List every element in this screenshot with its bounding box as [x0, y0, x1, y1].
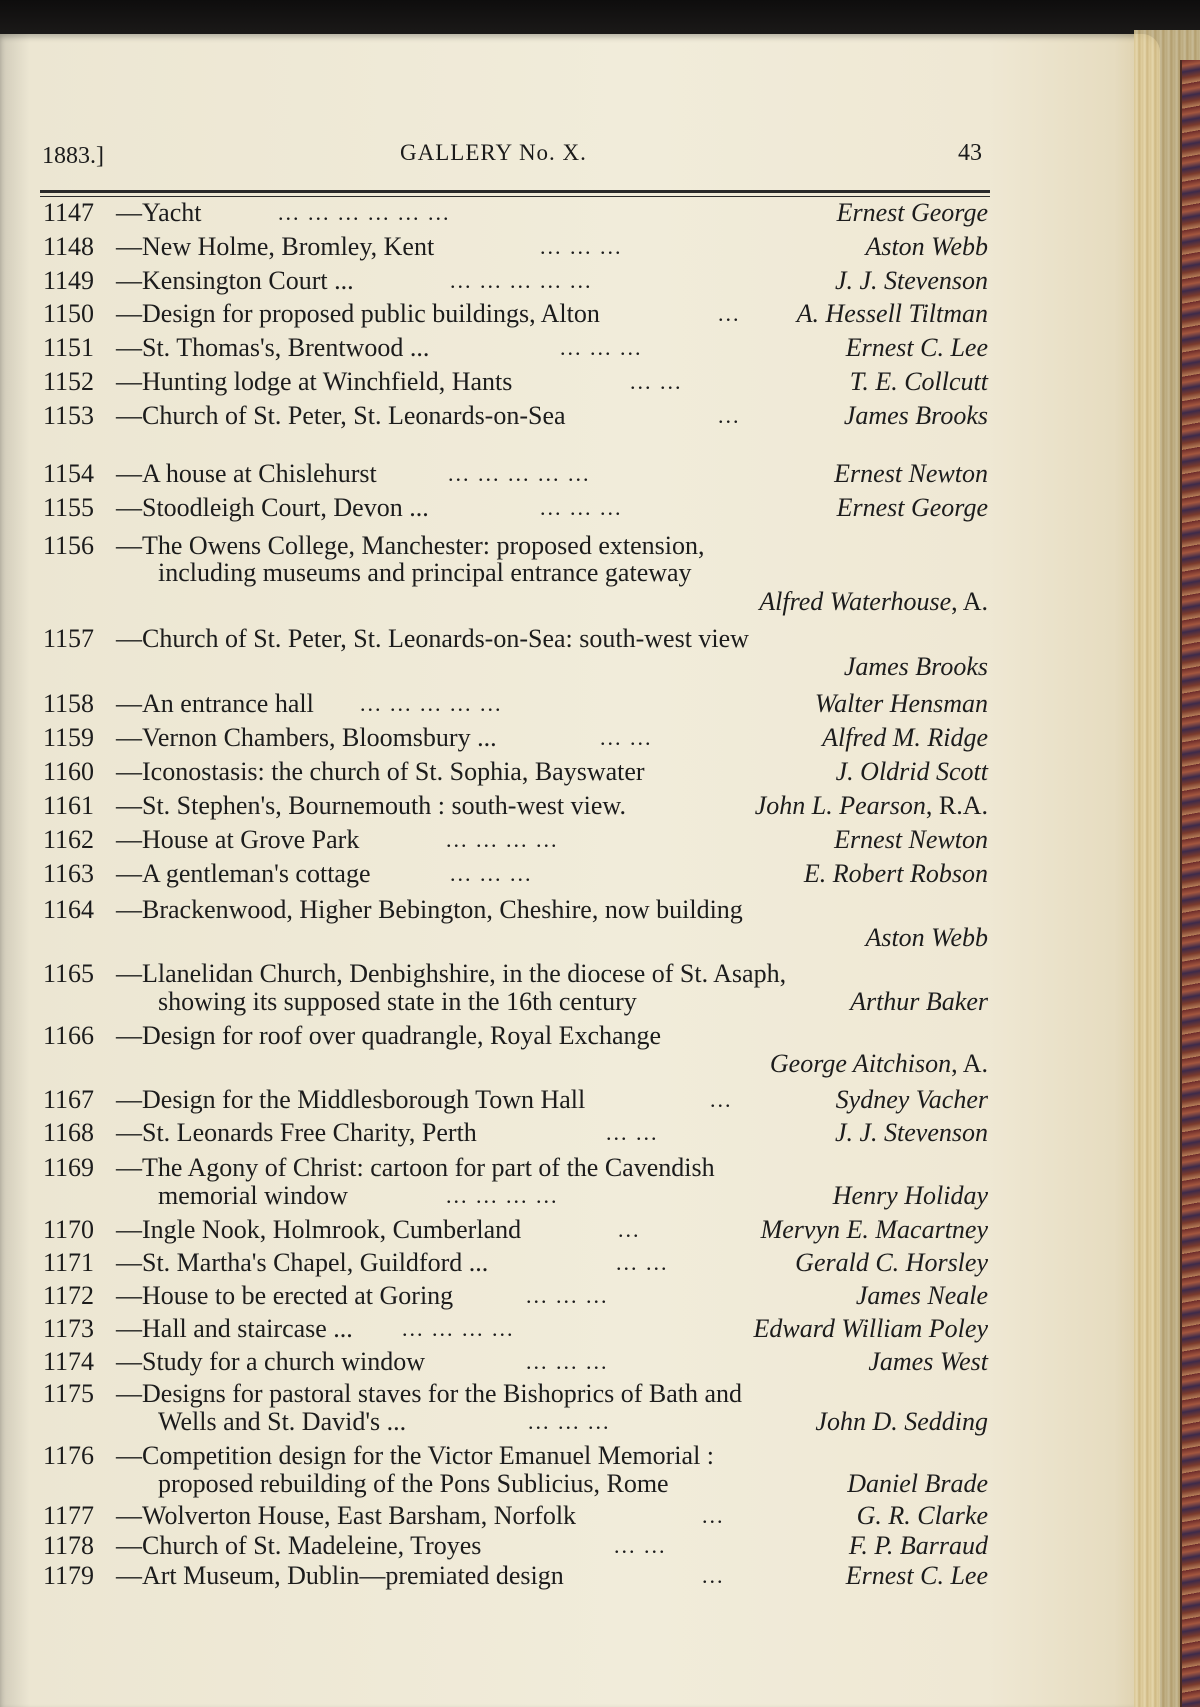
dot-leader: ... ... ... ... ...: [448, 461, 591, 486]
entry-title-continuation: including museums and principal entrance gateway: [158, 558, 692, 587]
header-year: 1883.]: [42, 143, 104, 169]
entry-1150: [0, 298, 1160, 330]
entry-number: 1179: [43, 1561, 95, 1590]
entry-number: 1152: [43, 367, 95, 396]
entry-number: 1153: [43, 401, 95, 430]
entry-title: —New Holme, Bromley, Kent: [116, 232, 435, 261]
entry-author: J. J. Stevenson: [834, 1118, 988, 1147]
entry-title: —Iconostasis: the church of St. Sophia, Bayswater: [116, 757, 645, 786]
dot-leader: ...: [702, 1503, 725, 1528]
entry-title: —Wolverton House, East Barsham, Norfolk: [116, 1501, 577, 1530]
entry-title: —Brackenwood, Higher Bebington, Cheshire, now building: [116, 895, 743, 924]
entry-author: F. P. Barraud: [848, 1531, 988, 1560]
entry-1149: [0, 265, 1160, 297]
entry-author: James Neale: [855, 1281, 988, 1310]
dot-leader: ...: [702, 1563, 725, 1588]
entry-1169-continuation: [0, 1180, 1160, 1212]
entry-title: —Designs for pastoral staves for the Bishoprics of Bath and: [116, 1379, 743, 1408]
entry-author: J. Oldrid Scott: [835, 757, 988, 786]
entry-title: —Church of St. Madeleine, Troyes: [116, 1531, 482, 1560]
entry-title: —An entrance hall: [116, 689, 314, 718]
entry-title: —Stoodleigh Court, Devon ...: [116, 493, 429, 522]
entry-author: Aston Webb: [865, 923, 988, 952]
entry-number: 1171: [43, 1248, 95, 1277]
dot-leader: ... ... ...: [526, 1349, 609, 1374]
entry-author: A. Hessell Tiltman: [796, 299, 988, 328]
dot-leader: ... ... ... ... ...: [450, 268, 593, 293]
entry-title: —Church of St. Peter, St. Leonards-on-Sea: south-west view: [116, 624, 749, 653]
entry-number: 1177: [43, 1501, 95, 1530]
entry-author: E. Robert Robson: [803, 859, 988, 888]
entry-author: Ernest Newton: [834, 825, 988, 854]
entry-number: 1176: [43, 1441, 95, 1470]
entry-title-continuation: Wells and St. David's ...: [158, 1407, 407, 1436]
dot-leader: ... ...: [630, 369, 683, 394]
entry-author: Walter Hensman: [814, 689, 988, 718]
entry-number: 1157: [43, 624, 95, 653]
entry-1160: [0, 756, 1160, 788]
entry-number: 1172: [43, 1281, 95, 1310]
entry-1163: [0, 858, 1160, 890]
dot-leader: ... ... ... ...: [446, 1183, 559, 1208]
entry-number: 1170: [43, 1215, 95, 1244]
entry-1176-continuation: [0, 1468, 1160, 1500]
entry-title: —Design for the Middlesborough Town Hall: [116, 1085, 586, 1114]
marbled-edge: [1180, 60, 1200, 1707]
entry-number: 1163: [43, 859, 95, 888]
entry-number: 1164: [43, 895, 95, 924]
dot-leader: ... ... ...: [526, 1283, 609, 1308]
dot-leader: ... ... ...: [450, 861, 533, 886]
entry-1148: [0, 231, 1160, 263]
entry-1162: [0, 824, 1160, 856]
entry-1155: [0, 492, 1160, 524]
entry-number: 1151: [43, 333, 95, 362]
entry-number: 1167: [43, 1085, 95, 1114]
entry-1153: [0, 400, 1160, 432]
entry-title: —St. Thomas's, Brentwood ...: [116, 333, 430, 362]
entry-author: Aston Webb: [865, 232, 988, 261]
entry-author: T. E. Collcutt: [849, 367, 988, 396]
entry-title: —Kensington Court ...: [116, 266, 354, 295]
entry-number: 1168: [43, 1118, 95, 1147]
entry-number: 1173: [43, 1314, 95, 1343]
entry-author: Mervyn E. Macartney: [760, 1215, 988, 1244]
entry-title-continuation: showing its supposed state in the 16th century: [158, 987, 637, 1016]
entry-1158: [0, 688, 1160, 720]
dot-leader: ... ... ... ... ... ...: [278, 200, 451, 225]
dot-leader: ...: [718, 301, 741, 326]
entry-author: Arthur Baker: [850, 987, 988, 1016]
entry-1159: [0, 722, 1160, 754]
entry-author: Gerald C. Horsley: [795, 1248, 988, 1277]
entry-number: 1147: [43, 198, 95, 227]
page-number: 43: [958, 140, 982, 166]
entry-1167: [0, 1084, 1160, 1116]
dot-leader: ... ... ... ... ...: [360, 691, 503, 716]
dot-leader: ... ... ...: [540, 234, 623, 259]
entry-number: 1158: [43, 689, 95, 718]
entry-title: —The Owens College, Manchester: proposed extension,: [116, 531, 705, 560]
dot-leader: ... ... ... ...: [402, 1316, 515, 1341]
entry-1168: [0, 1117, 1160, 1149]
entry-number: 1161: [43, 791, 95, 820]
entry-title: —Hall and staircase ...: [116, 1314, 353, 1343]
entry-number: 1174: [43, 1347, 95, 1376]
entry-number: 1165: [43, 959, 95, 988]
dot-leader: ...: [718, 403, 741, 428]
entry-number: 1159: [43, 723, 95, 752]
entry-title: —Design for roof over quadrangle, Royal Exchange: [116, 1021, 662, 1050]
dot-leader: ... ... ...: [540, 495, 623, 520]
entry-author: James Brooks: [843, 652, 988, 681]
entry-author: J. J. Stevenson: [834, 266, 988, 295]
entry-title: —Church of St. Peter, St. Leonards-on-Sea: [116, 401, 566, 430]
entry-1157-author-line: [0, 651, 1160, 683]
entry-title-continuation: memorial window: [158, 1181, 348, 1210]
dot-leader: ...: [710, 1087, 733, 1112]
entry-title: —Art Museum, Dublin—premiated design: [116, 1561, 564, 1590]
entry-author: James Brooks: [843, 401, 988, 430]
entry-title: —The Agony of Christ: cartoon for part of the Cavendish: [116, 1153, 715, 1182]
entry-1161: [0, 790, 1160, 822]
entry-title: —St. Martha's Chapel, Guildford ...: [116, 1248, 489, 1277]
entry-1173: [0, 1313, 1160, 1345]
entry-1171: [0, 1247, 1160, 1279]
entry-number: 1154: [43, 459, 95, 488]
entry-author: Daniel Brade: [847, 1469, 988, 1498]
entry-1147: [0, 197, 1160, 229]
dot-leader: ... ... ... ...: [446, 827, 559, 852]
entry-author: Ernest George: [836, 493, 988, 522]
dot-leader: ... ...: [606, 1120, 659, 1145]
dot-leader: ...: [618, 1217, 641, 1242]
entry-author: Edward William Poley: [753, 1314, 988, 1343]
entry-title: —Design for proposed public buildings, Alton: [116, 299, 600, 328]
entry-title: —St. Leonards Free Charity, Perth: [116, 1118, 477, 1147]
entry-number: 1156: [43, 531, 95, 560]
entry-author: Alfred M. Ridge: [822, 723, 988, 752]
entry-author: George Aitchison, A.: [769, 1049, 988, 1078]
entry-number: 1148: [43, 232, 95, 261]
entry-title: —House to be erected at Goring: [116, 1281, 454, 1310]
entry-title: —A house at Chislehurst: [116, 459, 377, 488]
entry-title: —A gentleman's cottage: [116, 859, 371, 888]
entry-1165-continuation: [0, 986, 1160, 1018]
header-title: GALLERY No. X.: [400, 140, 587, 165]
entry-author: Ernest Newton: [834, 459, 988, 488]
entry-number: 1150: [43, 299, 95, 328]
entry-1175-continuation: [0, 1406, 1160, 1438]
dot-leader: ... ...: [614, 1533, 667, 1558]
dot-leader: ... ...: [616, 1250, 669, 1275]
entry-number: 1155: [43, 493, 95, 522]
dot-leader: ... ... ...: [528, 1409, 611, 1434]
entry-1151: [0, 332, 1160, 364]
dot-leader: ... ... ...: [560, 335, 643, 360]
entry-title: —Ingle Nook, Holmrook, Cumberland: [116, 1215, 522, 1244]
entry-author: G. R. Clarke: [856, 1501, 988, 1530]
entry-author: John D. Sedding: [815, 1407, 988, 1436]
entry-author: Ernest George: [836, 198, 988, 227]
entry-title: —Llanelidan Church, Denbighshire, in the diocese of St. Asaph,: [116, 959, 787, 988]
entry-title: —Yacht: [116, 198, 202, 227]
entry-title: —St. Stephen's, Bournemouth : south-west view.: [116, 791, 626, 820]
entry-1177: [0, 1500, 1160, 1532]
entry-author: Henry Holiday: [832, 1181, 988, 1210]
entry-author: Ernest C. Lee: [845, 333, 988, 362]
entry-1152: [0, 366, 1160, 398]
dot-leader: ... ...: [600, 725, 653, 750]
entry-number: 1178: [43, 1531, 95, 1560]
entry-number: 1175: [43, 1379, 95, 1408]
entry-1154: [0, 458, 1160, 490]
entry-1156-continuation: [0, 557, 1160, 589]
entry-1164-author-line: [0, 922, 1160, 954]
entry-1172: [0, 1280, 1160, 1312]
entry-number: 1160: [43, 757, 95, 786]
entry-1179: [0, 1560, 1160, 1592]
entry-title-continuation: proposed rebuilding of the Pons Sublicius, Rome: [158, 1469, 669, 1498]
entry-title: —Competition design for the Victor Emanuel Memorial :: [116, 1441, 715, 1470]
entry-title: —Vernon Chambers, Bloomsbury ...: [116, 723, 497, 752]
entry-author: Sydney Vacher: [835, 1085, 988, 1114]
entry-number: 1169: [43, 1153, 95, 1182]
entry-1166-author-line: [0, 1048, 1160, 1080]
entry-number: 1166: [43, 1021, 95, 1050]
entry-number: 1149: [43, 266, 95, 295]
entry-author: Alfred Waterhouse, A.: [759, 587, 988, 616]
entry-author: John L. Pearson, R.A.: [754, 791, 988, 820]
entry-author: Ernest C. Lee: [845, 1561, 988, 1590]
entry-1178: [0, 1530, 1160, 1562]
entry-author: James West: [868, 1347, 988, 1376]
entry-title: —House at Grove Park: [116, 825, 360, 854]
entry-title: —Hunting lodge at Winchfield, Hants: [116, 367, 513, 396]
entry-1170: [0, 1214, 1160, 1246]
entry-1174: [0, 1346, 1160, 1378]
entry-title: —Study for a church window: [116, 1347, 426, 1376]
entry-1156-author-line: [0, 586, 1160, 618]
entry-number: 1162: [43, 825, 95, 854]
